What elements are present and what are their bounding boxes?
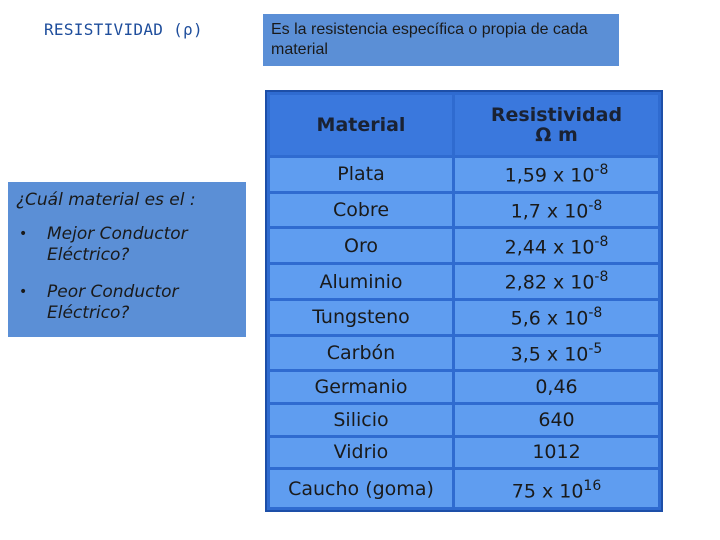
- list-item: [16, 224, 238, 266]
- cell-material: Oro: [270, 229, 452, 262]
- list-item: [16, 282, 238, 324]
- cell-material: Germanio: [270, 372, 452, 402]
- resistivity-mantissa: 75 x 10: [511, 480, 584, 503]
- resistivity-exponent: -8: [594, 233, 609, 250]
- slide-title: RESISTIVIDAD (ρ): [44, 20, 203, 39]
- question-box: [8, 182, 246, 337]
- table-header-row: [270, 95, 658, 155]
- cell-material: Silicio: [270, 405, 452, 435]
- table-row: [270, 337, 658, 370]
- question-item-best: Mejor Conductor Eléctrico?: [47, 224, 188, 265]
- bullet-icon: •: [19, 284, 28, 300]
- table-row: [270, 438, 658, 468]
- table-row: [270, 265, 658, 298]
- bullet-icon: •: [19, 226, 28, 242]
- cell-resistivity: [455, 405, 658, 435]
- cell-material: Caucho (goma): [270, 470, 452, 507]
- table-row: [270, 229, 658, 262]
- cell-material: Carbón: [270, 337, 452, 370]
- cell-resistivity: [455, 265, 658, 298]
- table-row: [270, 470, 658, 507]
- resistivity-exponent: -8: [588, 305, 603, 322]
- cell-resistivity: [455, 229, 658, 262]
- resistivity-mantissa: 3,5 x 10: [510, 343, 589, 366]
- resistivity-mantissa: 1,59 x 10: [504, 164, 595, 187]
- table-body: [270, 158, 658, 507]
- resistivity-mantissa: 1012: [532, 441, 581, 464]
- table-row: [270, 372, 658, 402]
- table-row: [270, 405, 658, 435]
- resistivity-mantissa: 1,7 x 10: [510, 200, 589, 223]
- resistivity-exponent: -8: [594, 162, 609, 179]
- cell-resistivity: [455, 194, 658, 227]
- cell-material: Tungsteno: [270, 301, 452, 334]
- resistivity-mantissa: 0,46: [535, 376, 578, 399]
- cell-material: Plata: [270, 158, 452, 191]
- table-row: [270, 158, 658, 191]
- resistivity-table: [265, 90, 663, 512]
- cell-resistivity: [455, 337, 658, 370]
- question-text: ¿Cuál material es el :: [16, 190, 196, 210]
- resistivity-exponent: -5: [588, 340, 603, 357]
- definition-box: Es la resistencia específica o propia de cada material: [263, 14, 619, 66]
- cell-resistivity: [455, 470, 658, 507]
- cell-material: Aluminio: [270, 265, 452, 298]
- header-resistivity-label: Resistividad: [490, 104, 623, 126]
- cell-resistivity: [455, 158, 658, 191]
- cell-material: Cobre: [270, 194, 452, 227]
- resistivity-mantissa: 640: [538, 408, 575, 431]
- header-resistivity: [455, 95, 658, 155]
- header-material: Material: [270, 95, 452, 155]
- resistivity-mantissa: 2,82 x 10: [504, 271, 595, 294]
- table-row: [270, 194, 658, 227]
- cell-resistivity: [455, 438, 658, 468]
- resistivity-exponent: -8: [588, 197, 603, 214]
- resistivity-exponent: 16: [583, 477, 602, 494]
- question-list: [16, 224, 238, 324]
- cell-material: Vidrio: [270, 438, 452, 468]
- table-row: [270, 301, 658, 334]
- header-unit: Ω m: [535, 124, 578, 146]
- cell-resistivity: [455, 301, 658, 334]
- question-item-worst: Peor Conductor Eléctrico?: [47, 282, 179, 323]
- resistivity-exponent: -8: [594, 269, 609, 286]
- resistivity-mantissa: 5,6 x 10: [510, 307, 589, 330]
- cell-resistivity: [455, 372, 658, 402]
- resistivity-mantissa: 2,44 x 10: [504, 236, 595, 258]
